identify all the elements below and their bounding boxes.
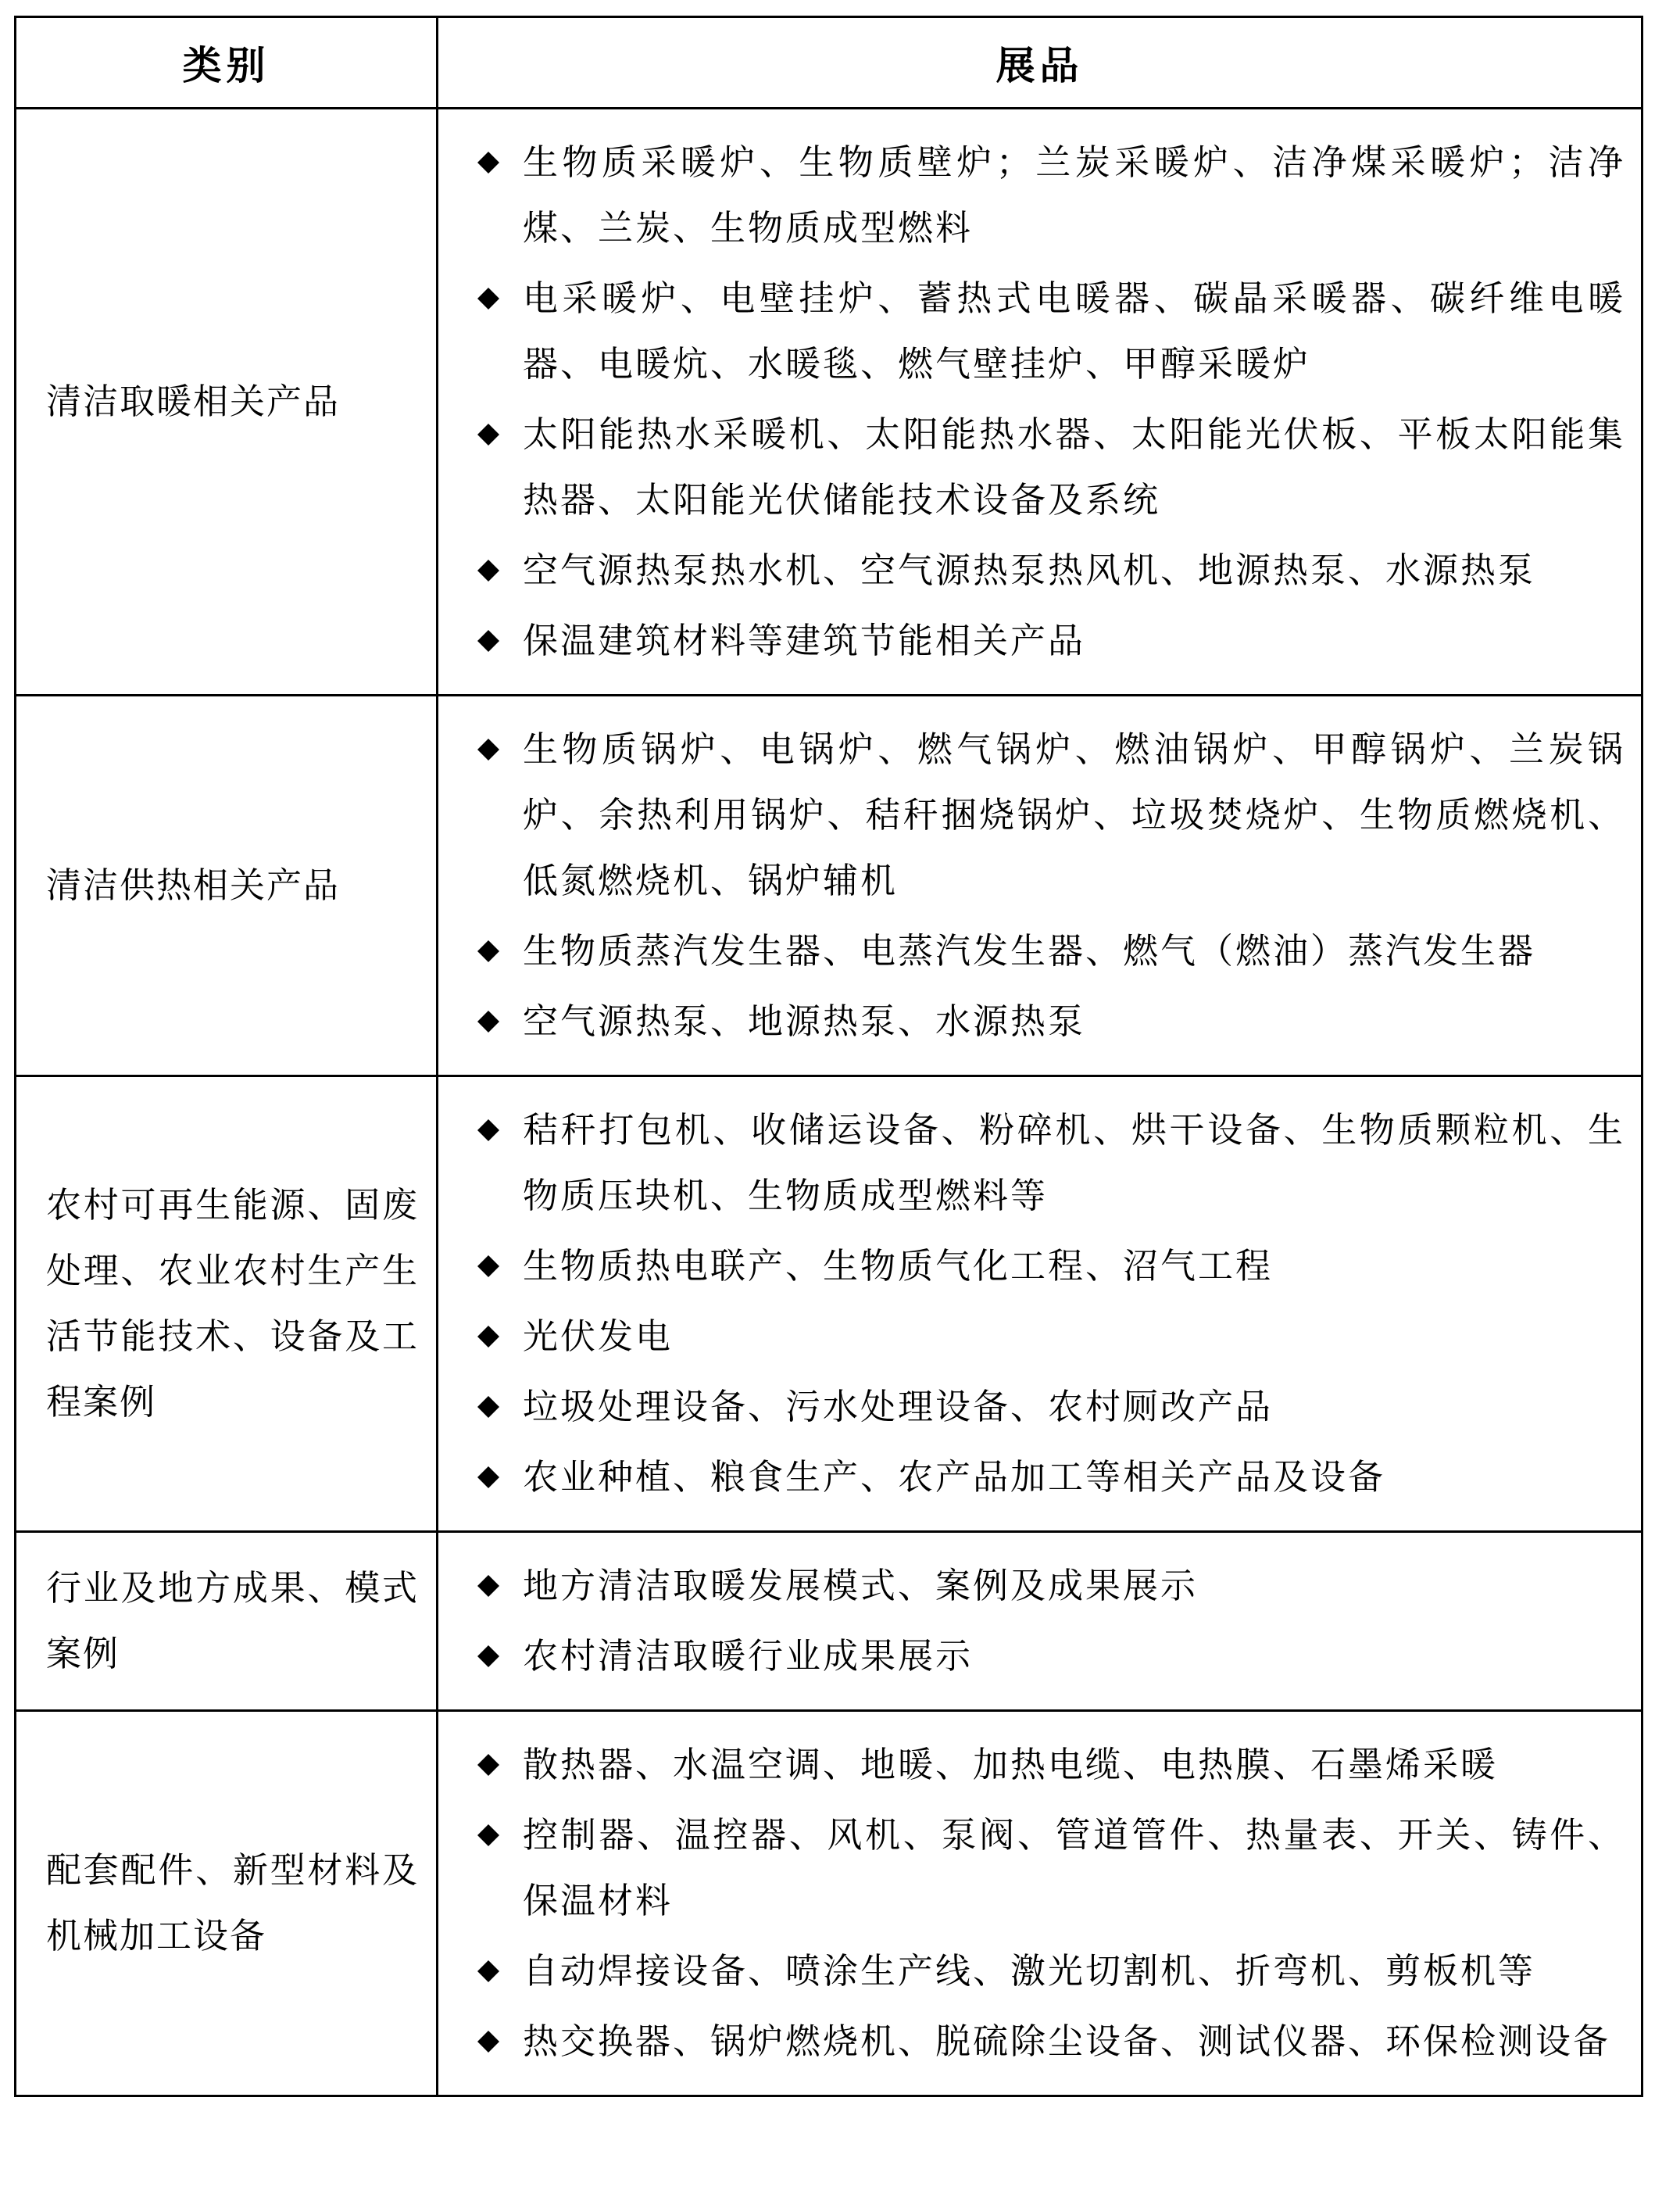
black-diamond-icon [473, 918, 504, 984]
list-item [438, 266, 1625, 397]
list-item [438, 1623, 1625, 1689]
exhibit-item-text: 生物质采暖炉、生物质壁炉；兰炭采暖炉、洁净煤采暖炉；洁净煤、兰炭、生物质成型燃料 [523, 141, 1625, 249]
list-item [438, 1732, 1625, 1798]
list-item [438, 989, 1625, 1054]
black-diamond-icon [473, 1938, 504, 2004]
list-item [438, 1097, 1625, 1229]
exhibit-item-text: 电采暖炉、电壁挂炉、蓄热式电暖器、碳晶采暖器、碳纤维电暖器、电暖炕、水暖毯、燃气壁挂炉、甲醇采暖炉 [523, 277, 1625, 385]
exhibit-item-text: 光伏发电 [523, 1315, 674, 1357]
list-item [438, 717, 1625, 914]
exhibit-item-text: 热交换器、锅炉燃烧机、脱硫除尘设备、测试仪器、环保检测设备 [523, 2021, 1611, 2062]
list-item [438, 1444, 1625, 1510]
black-diamond-icon [473, 130, 504, 195]
black-diamond-icon [473, 1553, 504, 1619]
black-diamond-icon [473, 1444, 504, 1510]
black-diamond-icon [473, 1374, 504, 1440]
exhibit-item-text: 控制器、温控器、风机、泵阀、管道管件、热量表、开关、铸件、保温材料 [523, 1814, 1625, 1921]
table-header-row [16, 17, 1642, 109]
exhibit-list [438, 1553, 1625, 1689]
table-row [16, 109, 1642, 696]
exhibit-item-text: 生物质蒸汽发生器、电蒸汽发生器、燃气（燃油）蒸汽发生器 [523, 930, 1536, 972]
black-diamond-icon [473, 608, 504, 674]
black-diamond-icon [473, 1732, 504, 1798]
black-diamond-icon [473, 402, 504, 467]
black-diamond-icon [473, 266, 504, 331]
list-item [438, 538, 1625, 603]
exhibit-category-table [14, 16, 1643, 2097]
exhibit-list [438, 1097, 1625, 1510]
exhibit-list [438, 717, 1625, 1054]
exhibit-item-text: 地方清洁取暖发展模式、案例及成果展示 [523, 1565, 1199, 1606]
header-exhibits: 展品 [438, 17, 1642, 109]
list-item [438, 130, 1625, 261]
exhibits-cell [438, 1711, 1642, 2096]
exhibit-item-text: 秸秆打包机、收储运设备、粉碎机、烘干设备、生物质颗粒机、生物质压块机、生物质成型燃料等 [523, 1109, 1625, 1216]
exhibit-list [438, 130, 1625, 674]
table-body [16, 109, 1642, 2096]
list-item [438, 1304, 1625, 1369]
list-item [438, 1802, 1625, 1934]
category-cell: 配套配件、新型材料及机械加工设备 [16, 1711, 438, 2096]
category-cell: 清洁供热相关产品 [16, 696, 438, 1076]
black-diamond-icon [473, 1233, 504, 1299]
list-item [438, 1938, 1625, 2004]
black-diamond-icon [473, 989, 504, 1054]
exhibit-item-text: 农村清洁取暖行业成果展示 [523, 1635, 974, 1677]
black-diamond-icon [473, 538, 504, 603]
exhibit-list [438, 1732, 1625, 2074]
exhibit-item-text: 垃圾处理设备、污水处理设备、农村厕改产品 [523, 1386, 1274, 1427]
exhibit-item-text: 太阳能热水采暖机、太阳能热水器、太阳能光伏板、平板太阳能集热器、太阳能光伏储能技术设备及系统 [523, 413, 1625, 521]
category-cell: 清洁取暖相关产品 [16, 109, 438, 696]
exhibit-item-text: 生物质锅炉、电锅炉、燃气锅炉、燃油锅炉、甲醇锅炉、兰炭锅炉、余热利用锅炉、秸秆捆烧锅炉、垃圾焚烧炉、生物质燃烧机、低氮燃烧机、锅炉辅机 [523, 728, 1625, 901]
black-diamond-icon [473, 2009, 504, 2074]
exhibit-item-text: 保温建筑材料等建筑节能相关产品 [523, 620, 1086, 661]
list-item [438, 1374, 1625, 1440]
black-diamond-icon [473, 1623, 504, 1689]
list-item [438, 608, 1625, 674]
black-diamond-icon [473, 1802, 504, 1868]
list-item [438, 1233, 1625, 1299]
exhibits-cell [438, 109, 1642, 696]
exhibit-item-text: 生物质热电联产、生物质气化工程、沼气工程 [523, 1245, 1274, 1287]
table-row [16, 1532, 1642, 1711]
category-cell: 行业及地方成果、模式案例 [16, 1532, 438, 1711]
exhibits-cell [438, 696, 1642, 1076]
black-diamond-icon [473, 1097, 504, 1163]
exhibit-item-text: 空气源热泵热水机、空气源热泵热风机、地源热泵、水源热泵 [523, 549, 1536, 591]
list-item [438, 2009, 1625, 2074]
list-item [438, 1553, 1625, 1619]
list-item [438, 918, 1625, 984]
exhibits-cell [438, 1076, 1642, 1532]
table-row [16, 1076, 1642, 1532]
black-diamond-icon [473, 1304, 504, 1369]
exhibit-item-text: 自动焊接设备、喷涂生产线、激光切割机、折弯机、剪板机等 [523, 1950, 1536, 1992]
exhibit-item-text: 农业种植、粮食生产、农产品加工等相关产品及设备 [523, 1456, 1386, 1498]
black-diamond-icon [473, 717, 504, 782]
table-row [16, 696, 1642, 1076]
exhibit-item-text: 散热器、水温空调、地暖、加热电缆、电热膜、石墨烯采暖 [523, 1744, 1499, 1785]
exhibits-cell [438, 1532, 1642, 1711]
list-item [438, 402, 1625, 533]
category-cell: 农村可再生能源、固废处理、农业农村生产生活节能技术、设备及工程案例 [16, 1076, 438, 1532]
table-row [16, 1711, 1642, 2096]
header-category: 类别 [16, 17, 438, 109]
exhibit-item-text: 空气源热泵、地源热泵、水源热泵 [523, 1000, 1086, 1042]
